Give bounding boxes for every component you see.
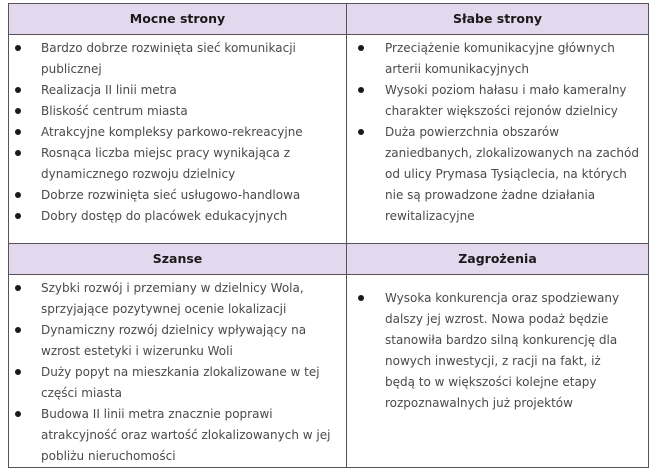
- list-item: Wysoki poziom hałasu i mało kameralny charakter większości rejonów dzielnicy: [385, 80, 640, 122]
- bullet-icon: [15, 87, 21, 93]
- list-item: Przeciążenie komunikacyjne głównych arterii komunikacyjnych: [385, 38, 640, 80]
- bullet-icon: [358, 129, 364, 135]
- threats-header: Zagrożenia: [347, 244, 648, 275]
- opportunities-cell: [9, 244, 347, 467]
- strengths-cell: [9, 4, 347, 244]
- bullet-icon: [15, 213, 21, 219]
- bullet-icon: [15, 45, 21, 51]
- bullet-icon: [15, 285, 21, 291]
- list-item: Duży popyt na mieszkania zlokalizowane w tej części miasta: [41, 362, 338, 404]
- weaknesses-cell: [347, 4, 648, 244]
- bullet-icon: [15, 129, 21, 135]
- list-item: Rosnąca liczba miejsc pracy wynikająca z dynamicznego rozwoju dzielnicy: [41, 143, 338, 185]
- list-item: Dynamiczny rozwój dzielnicy wpływający na wzrost estetyki i wizerunku Woli: [41, 320, 338, 362]
- strengths-header: Mocne strony: [9, 4, 346, 35]
- strengths-list: [9, 35, 346, 227]
- bullet-icon: [15, 411, 21, 417]
- weaknesses-list: [347, 35, 648, 227]
- bullet-icon: [358, 87, 364, 93]
- opportunities-header: Szanse: [9, 244, 346, 275]
- list-item: Bliskość centrum miasta: [41, 101, 338, 122]
- bullet-icon: [15, 369, 21, 375]
- list-item: Duża powierzchnia obszarów zaniedbanych, zlokalizowanych na zachód od ulicy Prymasa Tysiąclecia, na których nie są prowadzone żadne działania rewitalizacyjne: [385, 122, 640, 227]
- threats-list: [347, 275, 648, 414]
- bullet-icon: [15, 108, 21, 114]
- opportunities-list: [9, 275, 346, 467]
- bullet-icon: [358, 295, 364, 301]
- bullet-icon: [358, 45, 364, 51]
- bullet-icon: [15, 192, 21, 198]
- list-item: Dobry dostęp do placówek edukacyjnych: [41, 206, 338, 227]
- list-item: Wysoka konkurencja oraz spodziewany dalszy jej wzrost. Nowa podaż będzie stanowiła bardzo silną konkurencję dla nowych inwestycji, z racji na fakt, iż będą to w większości kolejne etapy rozpoznawalnych już projektów: [385, 288, 634, 414]
- list-item: Bardzo dobrze rozwinięta sieć komunikacji publicznej: [41, 38, 338, 80]
- list-item: Szybki rozwój i przemiany w dzielnicy Wola, sprzyjające pozytywnej ocenie lokalizacji: [41, 278, 338, 320]
- swot-table: [8, 3, 649, 468]
- list-item: Budowa II linii metra znacznie poprawi atrakcyjność oraz wartość zlokalizowanych w jej pobliżu nieruchomości: [41, 404, 338, 467]
- list-item: Realizacja II linii metra: [41, 80, 338, 101]
- list-item: Atrakcyjne kompleksy parkowo-rekreacyjne: [41, 122, 338, 143]
- bullet-icon: [15, 150, 21, 156]
- weaknesses-header: Słabe strony: [347, 4, 648, 35]
- threats-cell: [347, 244, 648, 467]
- bullet-icon: [15, 327, 21, 333]
- list-item: Dobrze rozwinięta sieć usługowo-handlowa: [41, 185, 338, 206]
